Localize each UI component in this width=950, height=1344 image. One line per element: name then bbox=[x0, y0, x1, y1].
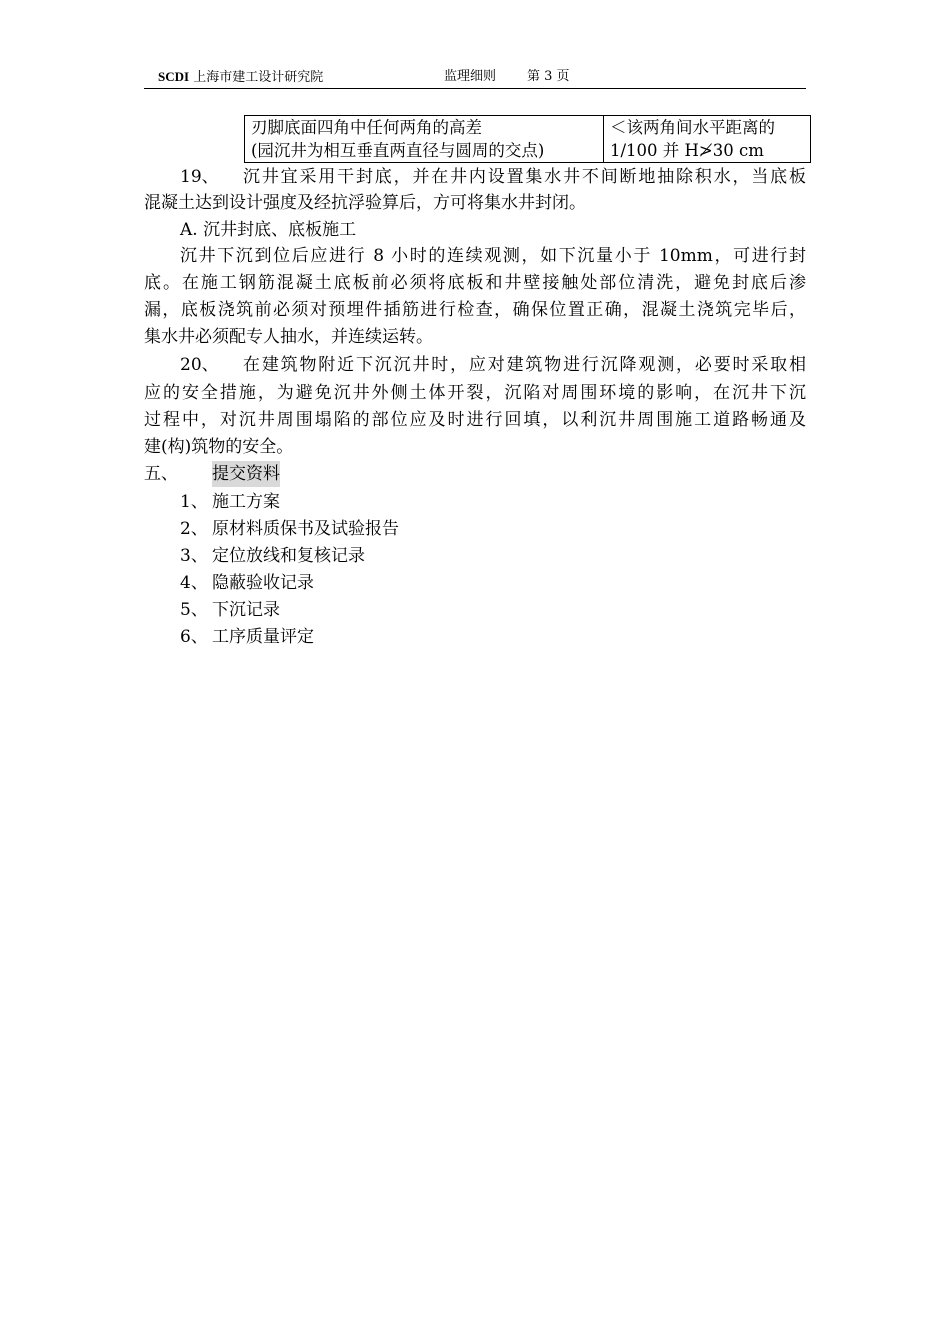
table-cell-item bbox=[245, 116, 604, 163]
sectionA-line: 漏，底板浇筑前必须对预埋件插筋进行检查，确保位置正确，混凝土浇筑完毕后， bbox=[144, 300, 806, 320]
list-item bbox=[180, 570, 806, 596]
item20-line: 建(构)筑物的安全。 bbox=[144, 437, 294, 457]
header-doc-name: 监理细则 bbox=[444, 69, 497, 84]
list-item-text: 施工方案 bbox=[212, 492, 280, 512]
org-name: 上海市建工设计研究院 bbox=[193, 70, 324, 85]
sectionA-title: A. 沉井封底、底板施工 bbox=[180, 220, 357, 240]
list-item bbox=[180, 597, 806, 623]
item20-text: 在建筑物附近下沉沉井时，应对建筑物进行沉降观测，必要时采取相 bbox=[243, 355, 806, 375]
table-cell-tolerance bbox=[604, 116, 811, 163]
header-org bbox=[158, 66, 323, 89]
section5-number: 五、 bbox=[144, 464, 178, 484]
org-code: SCDI bbox=[158, 69, 190, 84]
section5-title: 提交资料 bbox=[212, 461, 280, 487]
cell-line: 1/100 并 H≯30 cm bbox=[610, 141, 764, 160]
sectionA-line: 沉井下沉到位后应进行 8 小时的连续观测，如下沉量小于 10mm，可进行封 bbox=[180, 246, 806, 266]
sectionA-line: 集水井必须配专人抽水，并连续运转。 bbox=[144, 327, 433, 347]
section5-heading bbox=[144, 461, 806, 487]
cell-line: (园沉井为相互垂直两直径与圆周的交点) bbox=[251, 141, 545, 160]
list-item-text: 下沉记录 bbox=[212, 600, 280, 620]
list-item-number: 4、 bbox=[180, 573, 208, 593]
cell-line: ＜该两角间水平距离的 bbox=[610, 118, 775, 137]
list-item-number: 5、 bbox=[180, 600, 208, 620]
list-item-text: 定位放线和复核记录 bbox=[212, 546, 365, 566]
header-page-number: 第 3 页 bbox=[527, 69, 570, 84]
list-item-text: 工序质量评定 bbox=[212, 627, 314, 647]
item20-line: 过程中，对沉井周围塌陷的部位应及时进行回填，以利沉井周围施工道路畅通及 bbox=[144, 410, 806, 430]
list-item bbox=[180, 624, 806, 650]
item19-text: 沉井宜采用干封底，并在井内设置集水井不间断地抽除积水，当底板 bbox=[243, 167, 806, 187]
table-row bbox=[245, 116, 811, 163]
list-item-text: 原材料质保书及试验报告 bbox=[212, 519, 399, 539]
list-item-number: 2、 bbox=[180, 519, 208, 539]
page-header bbox=[144, 66, 806, 89]
list-item-number: 6、 bbox=[180, 627, 208, 647]
list-item-text: 隐蔽验收记录 bbox=[212, 573, 314, 593]
list-item bbox=[180, 543, 806, 569]
item19-number: 19、 bbox=[180, 167, 219, 187]
list-item-number: 1、 bbox=[180, 492, 208, 512]
tolerance-table bbox=[244, 115, 811, 163]
item19-line: 混凝土达到设计强度及经抗浮验算后，方可将集水井封闭。 bbox=[144, 193, 586, 213]
list-item bbox=[180, 516, 806, 542]
list-item-number: 3、 bbox=[180, 546, 208, 566]
sectionA-line: 底。在施工钢筋混凝土底板前必须将底板和井壁接触处部位清洗，避免封底后渗 bbox=[144, 273, 806, 293]
item20-number: 20、 bbox=[180, 355, 219, 375]
cell-line: 刃脚底面四角中任何两角的高差 bbox=[251, 118, 482, 137]
item20-line: 应的安全措施，为避免沉井外侧土体开裂，沉陷对周围环境的影响，在沉井下沉 bbox=[144, 383, 806, 403]
list-item bbox=[180, 489, 806, 515]
